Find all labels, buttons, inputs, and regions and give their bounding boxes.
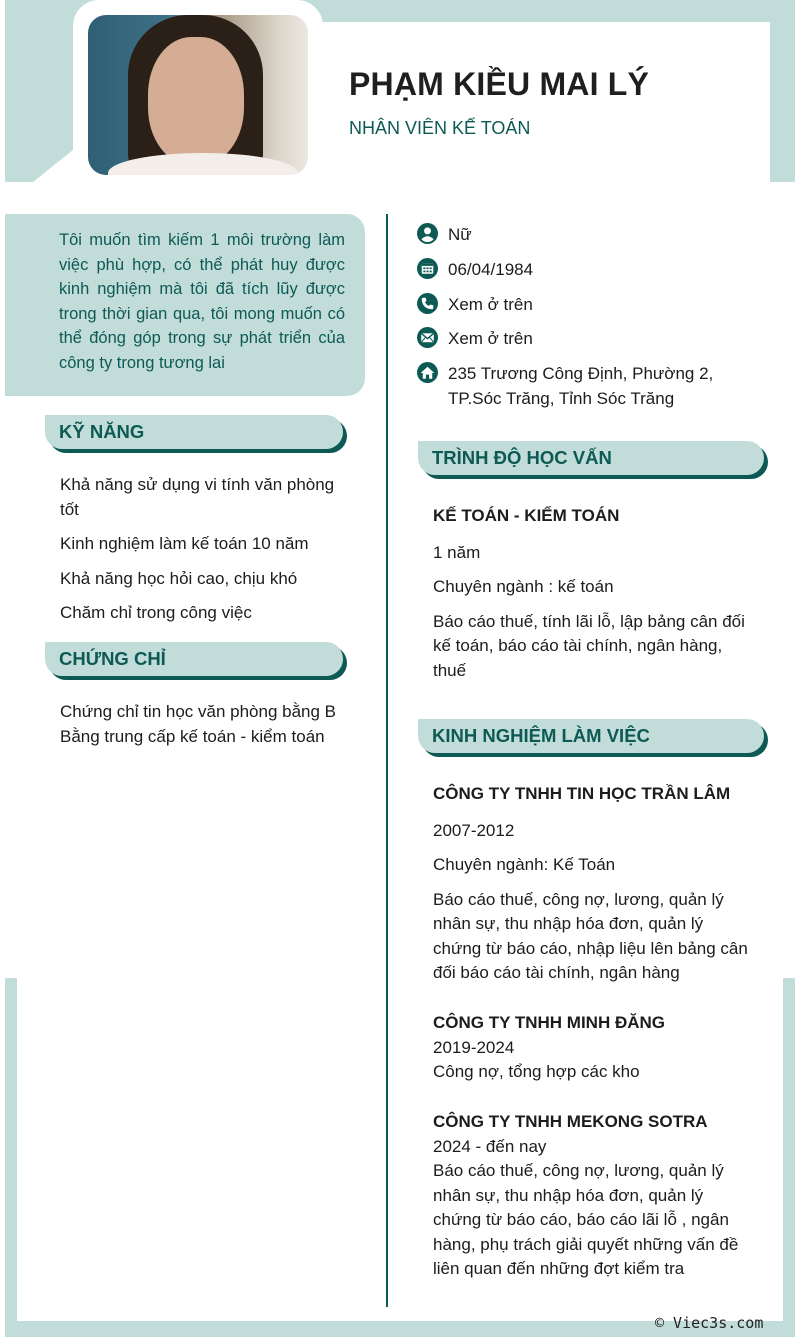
education-block (433, 504, 748, 683)
certificates-title: CHỨNG CHỈ (59, 648, 166, 669)
job-period: 2019-2024 (433, 1037, 515, 1057)
profile-photo (88, 15, 308, 175)
skill-item: Khả năng học hỏi cao, chịu khó (60, 568, 298, 588)
skills-title: KỸ NĂNG (59, 421, 145, 442)
skill-item: Kinh nghiệm làm kế toán 10 năm (60, 534, 309, 553)
phone-icon (417, 293, 438, 314)
skill-item: Chăm chỉ trong công việc (60, 603, 252, 622)
address-text: 235 Trương Công Định, Phường 2, TP.Sóc Trăng, Tỉnh Sóc Trăng (448, 364, 714, 408)
email-text: Xem ở trên (448, 329, 533, 348)
job-description: Báo cáo thuế, công nợ, lương, quản lý nhân sự, thu nhập hóa đơn, quản lý chứng từ báo cáo, nhập liệu lên bảng cân đối báo cáo tài chính, ngân hàng (433, 889, 748, 982)
watermark: © Viec3s.com (655, 1314, 764, 1332)
certificate-item: Bằng trung cấp kế toán - kiểm toán (60, 726, 325, 746)
job-title: NHÂN VIÊN KẾ TOÁN (349, 118, 531, 138)
certificates-list (60, 700, 350, 759)
job-company: CÔNG TY TNHH MEKONG SOTRA (433, 1112, 708, 1131)
job-period: 2007-2012 (433, 820, 515, 840)
skill-item: Khả năng sử dụng vi tính văn phòng tốt (60, 475, 335, 519)
gender-row (417, 223, 748, 248)
job-description: Công nợ, tổng hợp các kho (433, 1062, 640, 1081)
job-company: CÔNG TY TNHH MINH ĐĂNG (433, 1013, 666, 1032)
certificates-heading (45, 642, 343, 676)
gender-text: Nữ (448, 225, 472, 244)
education-major: Chuyên ngành : kế toán (433, 577, 614, 596)
skills-heading (45, 415, 343, 449)
education-school: KẾ TOÁN - KIỂM TOÁN (433, 506, 620, 525)
objective-text: Tôi muốn tìm kiếm 1 môi trường làm việc phù hợp, có thể phát huy được kinh nghiệm mà tôi đã tích lũy được trong thời gian qua, tôi mong muốn có thể đóng góp trong sự phát triển của công ty trong tương lai (59, 231, 345, 372)
education-description: Báo cáo thuế, tính lãi lỗ, lập bảng cân đối kế toán, báo cáo tài chính, ngân hàng, thuế (433, 611, 745, 680)
objective-panel (5, 214, 365, 396)
education-heading (418, 441, 764, 475)
experience-title: KINH NGHIỆM LÀM VIỆC (432, 725, 650, 746)
job-field: Chuyên ngành: Kế Toán (433, 855, 616, 874)
envelope-icon (417, 327, 438, 348)
address-row (417, 362, 748, 411)
user-icon (417, 223, 438, 244)
email-row (417, 327, 748, 352)
column-divider (386, 214, 388, 1307)
photo-corner (33, 150, 73, 182)
job-period: 2024 - đến nay (433, 1136, 547, 1156)
job-company: CÔNG TY TNHH TIN HỌC TRẦN LÂM (433, 784, 731, 803)
experience-job-2 (433, 1011, 748, 1085)
education-duration: 1 năm (433, 542, 481, 562)
skills-list (60, 473, 350, 636)
phone-row (417, 293, 748, 318)
experience-job-3 (433, 1110, 748, 1282)
certificate-item: Chứng chỉ tin học văn phòng bằng B (60, 702, 337, 721)
birthday-row (417, 258, 748, 283)
calendar-icon (417, 258, 438, 279)
birthday-text: 06/04/1984 (448, 260, 534, 279)
home-icon (417, 362, 438, 383)
experience-heading (418, 719, 764, 753)
photo-face (148, 37, 244, 165)
experience-job-1 (433, 782, 748, 986)
education-title: TRÌNH ĐỘ HỌC VẤN (432, 447, 612, 468)
job-description: Báo cáo thuế, công nợ, lương, quản lý nhân sự, thu nhập hóa đơn, quản lý chứng từ báo cáo, báo cáo lãi lỗ , ngân hàng, phụ trách giải quyết những vấn đề liên quan đến những đợt kiểm tra (433, 1161, 739, 1278)
phone-text: Xem ở trên (448, 295, 533, 314)
candidate-name: PHẠM KIỀU MAI LÝ (349, 66, 650, 102)
